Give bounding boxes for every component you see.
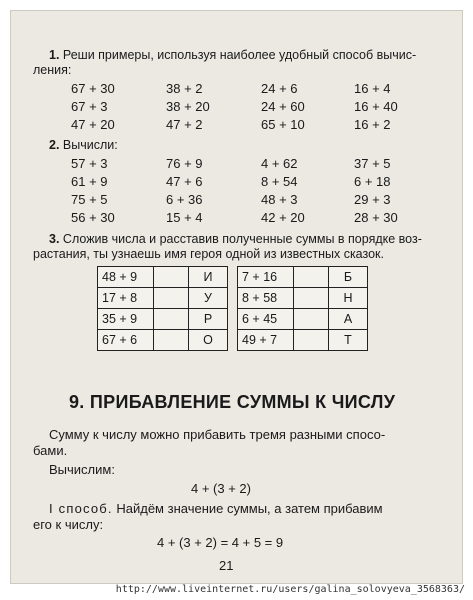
table-row <box>98 288 228 309</box>
example: 47 + 6 <box>166 174 203 189</box>
example: 65 + 10 <box>261 117 305 132</box>
table-row <box>238 330 368 351</box>
answer-cell[interactable] <box>294 309 329 330</box>
example: 24 + 6 <box>261 81 298 96</box>
example: 15 + 4 <box>166 210 203 225</box>
example: 29 + 3 <box>354 192 391 207</box>
section-intro-line1: Сумму к числу можно прибавить тремя разными спосо- <box>49 427 386 442</box>
example: 16 + 2 <box>354 117 391 132</box>
table-expression: 67 + 6 <box>98 330 154 351</box>
puzzle-table-left <box>97 266 228 351</box>
task1-line1 <box>49 48 416 63</box>
table-letter: А <box>329 309 368 330</box>
section-heading: 9. ПРИБАВЛЕНИЕ СУММЫ К ЧИСЛУ <box>69 392 396 412</box>
example: 38 + 2 <box>166 81 203 96</box>
textbook-page <box>10 10 463 584</box>
table-row <box>238 267 368 288</box>
task2-examples <box>71 156 411 228</box>
task3-number: 3. <box>49 232 60 246</box>
example: 57 + 3 <box>71 156 108 171</box>
section-intro-line2: бами. <box>33 443 68 458</box>
answer-cell[interactable] <box>154 288 189 309</box>
method-line2: его к числу: <box>33 517 104 532</box>
example-row <box>71 174 411 192</box>
example: 37 + 5 <box>354 156 391 171</box>
table-letter: Н <box>329 288 368 309</box>
example: 4 + 62 <box>261 156 298 171</box>
task2-number: 2. <box>49 138 60 152</box>
answer-cell[interactable] <box>154 309 189 330</box>
table-expression: 48 + 9 <box>98 267 154 288</box>
answer-cell[interactable] <box>154 267 189 288</box>
method-label: I способ. <box>49 501 113 516</box>
formula-sum: 4 + (3 + 2) <box>191 481 251 496</box>
puzzle-table-right <box>237 266 368 351</box>
method-line1 <box>49 501 383 516</box>
example: 28 + 30 <box>354 210 398 225</box>
table-expression: 6 + 45 <box>238 309 294 330</box>
watermark-url: http://www.liveinternet.ru/users/galina_solovyeva_3568363/ <box>115 584 465 595</box>
table-row <box>98 309 228 330</box>
answer-cell[interactable] <box>154 330 189 351</box>
example: 38 + 20 <box>166 99 210 114</box>
table-expression: 49 + 7 <box>238 330 294 351</box>
example: 47 + 20 <box>71 117 115 132</box>
task1-number: 1. <box>49 48 60 62</box>
table-letter: Б <box>329 267 368 288</box>
example: 24 + 60 <box>261 99 305 114</box>
task2-text: Вычисли: <box>62 138 118 152</box>
table-row <box>98 267 228 288</box>
table-row <box>238 288 368 309</box>
table-letter: Р <box>189 309 228 330</box>
example: 75 + 5 <box>71 192 108 207</box>
example-row <box>71 81 411 99</box>
task3-text: Сложив числа и расставив полученные суммы в порядке воз- <box>62 232 422 246</box>
example: 61 + 9 <box>71 174 108 189</box>
formula-solution: 4 + (3 + 2) = 4 + 5 = 9 <box>157 535 284 550</box>
example: 47 + 2 <box>166 117 203 132</box>
example: 67 + 30 <box>71 81 115 96</box>
example: 67 + 3 <box>71 99 108 114</box>
example: 16 + 40 <box>354 99 398 114</box>
example: 16 + 4 <box>354 81 391 96</box>
table-letter: Т <box>329 330 368 351</box>
example: 76 + 9 <box>166 156 203 171</box>
example-row <box>71 210 411 228</box>
example: 48 + 3 <box>261 192 298 207</box>
table-expression: 35 + 9 <box>98 309 154 330</box>
page-number: 21 <box>219 558 234 573</box>
task3-line2: растания, ты узнаешь имя героя одной из известных сказок. <box>33 247 384 261</box>
task1-examples <box>71 81 411 135</box>
table-row <box>98 330 228 351</box>
calc-label: Вычислим: <box>49 462 115 477</box>
task2-heading <box>49 138 118 153</box>
task1-text: Реши примеры, используя наиболее удобный способ вычис- <box>62 48 417 62</box>
task3-line1 <box>49 232 422 247</box>
answer-cell[interactable] <box>294 288 329 309</box>
answer-cell[interactable] <box>294 267 329 288</box>
table-expression: 7 + 16 <box>238 267 294 288</box>
example-row <box>71 192 411 210</box>
table-letter: И <box>189 267 228 288</box>
table-letter: О <box>189 330 228 351</box>
example: 56 + 30 <box>71 210 115 225</box>
table-row <box>238 309 368 330</box>
example: 6 + 18 <box>354 174 391 189</box>
task1-line2: ления: <box>33 63 72 77</box>
example: 42 + 20 <box>261 210 305 225</box>
example-row <box>71 99 411 117</box>
table-expression: 8 + 58 <box>238 288 294 309</box>
example-row <box>71 156 411 174</box>
answer-cell[interactable] <box>294 330 329 351</box>
method-text: Найдём значение суммы, а затем прибавим <box>116 501 383 516</box>
example: 8 + 54 <box>261 174 298 189</box>
example-row <box>71 117 411 135</box>
table-expression: 17 + 8 <box>98 288 154 309</box>
table-letter: У <box>189 288 228 309</box>
example: 6 + 36 <box>166 192 203 207</box>
